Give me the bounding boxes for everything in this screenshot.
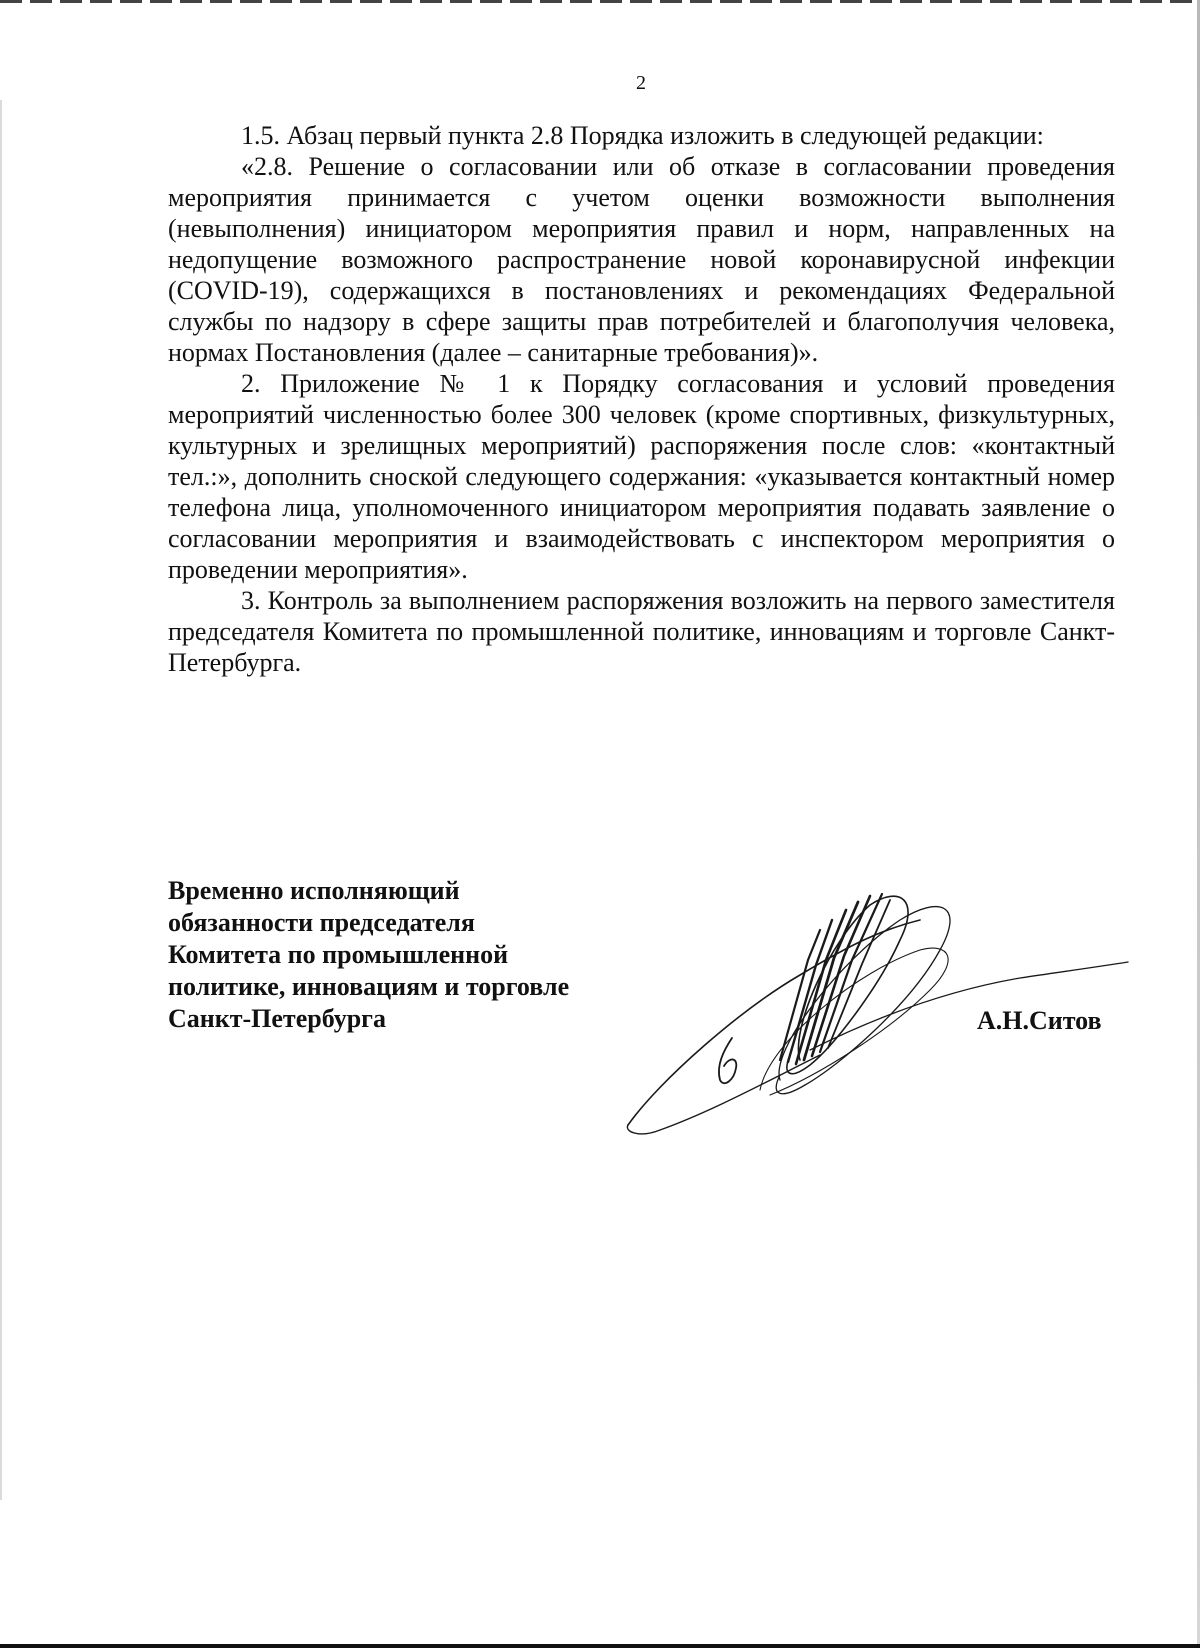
paragraph-1-5: 1.5. Абзац первый пункта 2.8 Порядка изложить в следующей редакции: (241, 121, 1044, 150)
position-line: политике, инновациям и торговле (168, 972, 570, 1001)
signatory-position (168, 875, 569, 1035)
position-line: Временно исполняющий (168, 876, 460, 905)
position-line: обязанности председателя (168, 908, 475, 937)
position-line: Санкт-Петербурга (168, 1004, 386, 1033)
paragraph-2: 2. Приложение № 1 к Порядку согласования и условий проведения мероприятий численностью более 300 человек (кроме спортивных, физкультурных, культурных и зрелищных мероприятий) распоряжения после слов: «контактный тел.:», дополнить сноской следующего содержания: «указывается контактный номер телефона лица, уполномоченного инициатором мероприятия подавать заявление о согласовании мероприятия и взаимодействовать с инспектором мероприятия о проведении мероприятия». (168, 369, 1115, 584)
position-line: Комитета по промышленной (168, 940, 509, 969)
scan-edge-top (0, 0, 1200, 3)
document-body (168, 120, 1115, 678)
page-number: 2 (636, 72, 646, 94)
paragraph-2-8-quote: «2.8. Решение о согласовании или об отказе в согласовании проведения мероприятия принимается с учетом оценки возможности выполнения (невыполнения) инициатором мероприятия правил и норм, направленных на недопущение возможного распространение новой коронавирусной инфекции (COVID-19), содержащихся в постановлениях и рекомендациях Федеральной службы по надзору в сфере защиты прав потребителей и благополучия человека, нормах Постановления (далее – санитарные требования)». (168, 152, 1115, 367)
scan-edge-left (0, 100, 2, 1500)
paragraph-3: 3. Контроль за выполнением распоряжения возложить на первого заместителя председателя Комитета по промышленной политике, инновациям и торговле Санкт-Петербурга. (168, 586, 1115, 677)
scan-edge-bottom (0, 1644, 1200, 1648)
signer-name: А.Н.Ситов (977, 1006, 1102, 1035)
